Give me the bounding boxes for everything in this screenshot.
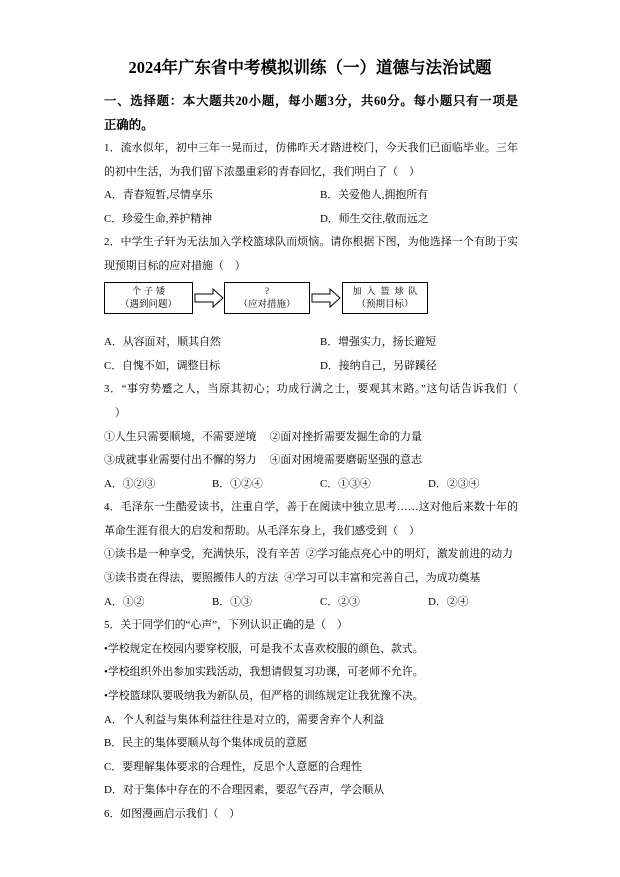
q4-statements-row [104, 567, 518, 591]
q1-option-c: C．珍爱生命,养护精神 [104, 212, 213, 225]
q3-stem-line: 3．“事穷势蹙之人，当原其初心；功成行满之士，要观其末路。”这句话告诉我们（ [104, 383, 518, 396]
document-title: 2024年广东省中考模拟训练（一）道德与法治试题 [128, 58, 492, 77]
hollow-arrow-right-icon [193, 282, 225, 314]
q3-option-d: D．②③④ [428, 477, 480, 490]
q4-statement-3: ③读书贵在得法，要照搬伟人的方法 [104, 572, 279, 585]
diagram-box-problem [104, 282, 193, 314]
diagram-box-label: ? [265, 285, 272, 296]
diagram-box-caption: （遇到问题） [119, 299, 177, 310]
q5-bullet-item: •学校规定在校园内要穿校服，可是我不太喜欢校服的颜色、款式。 [104, 642, 424, 655]
q4-statement-1: ①读书是一种享受，充满快乐，没有辛苦 [104, 548, 301, 561]
section-header-line: 一、选择题：本大题共20小题，每小题3分，共60分。每小题只有一项是 [104, 94, 518, 108]
q4-stem-line: 革命生涯有很大的启发和帮助。从毛泽东身上，我们感受到（ ） [104, 524, 420, 537]
q2-stem-line: 2．中学生子轩为无法加入学校篮球队而烦恼。请你根据下图，为他选择一个有助于实 [104, 236, 518, 249]
q3-statement-2: ②面对挫折需要发掘生命的力量 [269, 430, 422, 443]
q3-options-row [104, 473, 518, 497]
document-body [104, 89, 518, 827]
q3-option-b: B．①②④ [212, 477, 263, 490]
section-header-line: 正确的。 [104, 118, 154, 132]
q5-option-b: B．民主的集体要顺从每个集体成员的意愿 [104, 737, 308, 750]
q5-option-d: D．对于集体中存在的不合理因素，要忍气吞声，学会顺从 [104, 784, 385, 797]
q4-options-row [104, 591, 518, 615]
q5-bullet-item: •学校组织外出参加实践活动，我想请假复习功课，可老师不允许。 [104, 666, 424, 679]
q4-statement-4: ④学习可以丰富和完善自己，为成功奠基 [284, 572, 481, 585]
q1-options-row [104, 208, 518, 232]
q3-statement-3: ③成就事业需要付出不懈的努力 [104, 454, 257, 467]
diagram-box-label: 个子矮 [131, 285, 168, 296]
q2-options-row [104, 331, 518, 355]
diagram-box-goal [342, 282, 428, 314]
q1-stem-line: 1．流水似年，初中三年一晃而过，仿佛昨天才踏进校门，今天我们已面临毕业。三年 [104, 142, 518, 154]
q2-option-a: A．从容面对，顺其自然 [104, 336, 221, 349]
q2-option-d: D．接纳自己，另辟蹊径 [320, 359, 437, 372]
hollow-arrow-right-icon [310, 282, 342, 314]
q1-stem-line: 的初中生活，为我们留下浓墨重彩的青春回忆，我们明白了（ ） [104, 165, 420, 178]
q2-flow-diagram [104, 282, 518, 314]
diagram-box-label: 加入篮球队 [352, 285, 423, 296]
q1-option-a: A．青春短暂,尽情享乐 [104, 189, 213, 202]
q5-bullet-item: •学校篮球队要吸纳我为新队员，但严格的训练规定让我犹豫不决。 [104, 690, 424, 703]
q4-option-c: C．②③ [320, 595, 360, 608]
q3-option-c: C．①③④ [320, 477, 371, 490]
q5-option-c: C．要理解集体要求的合理性，反思个人意愿的合理性 [104, 760, 362, 773]
q3-statement-1: ①人生只需要顺境，不需要逆境 [104, 430, 257, 443]
q1-option-b: B．关爱他人,拥抱所有 [320, 189, 429, 202]
q4-option-d: D．②④ [428, 595, 469, 608]
q5-option-a: A．个人利益与集体利益往往是对立的，需要舍弃个人利益 [104, 713, 385, 726]
diagram-box-caption: （预期目标） [356, 299, 414, 310]
q4-stem-line: 4．毛泽东一生酷爱读书，注重自学，善于在阅读中独立思考……这对他后来数十年的 [104, 501, 518, 514]
q3-statements-row [104, 426, 518, 450]
q1-options-row [104, 184, 518, 208]
q5-stem-line: 5．关于同学们的“心声”，下列认识正确的是（ ） [104, 619, 348, 632]
q3-stem-line: ） [104, 406, 126, 419]
q4-statement-2: ②学习能点亮心中的明灯，激发前进的动力 [306, 548, 513, 561]
q3-statement-4: ④面对困境需要磨砺坚强的意志 [269, 454, 422, 467]
q4-statements-row [104, 543, 518, 567]
q4-option-a: A．①② [104, 595, 145, 608]
q2-options-row [104, 355, 518, 379]
q2-stem-line: 现预期目标的应对措施（ ） [104, 259, 246, 272]
q3-statements-row [104, 449, 518, 473]
diagram-box-measure [224, 282, 310, 314]
q3-option-a: A．①②③ [104, 477, 156, 490]
q4-option-b: B．①③ [212, 595, 252, 608]
diagram-box-caption: （应对措施） [238, 299, 296, 310]
q1-option-d: D．师生交往,敬而远之 [320, 212, 429, 225]
q2-option-c: C．自愧不如，调整目标 [104, 359, 221, 372]
q6-stem-line: 6．如图漫画启示我们（ ） [104, 808, 241, 821]
q2-option-b: B．增强实力，扬长避短 [320, 336, 437, 349]
